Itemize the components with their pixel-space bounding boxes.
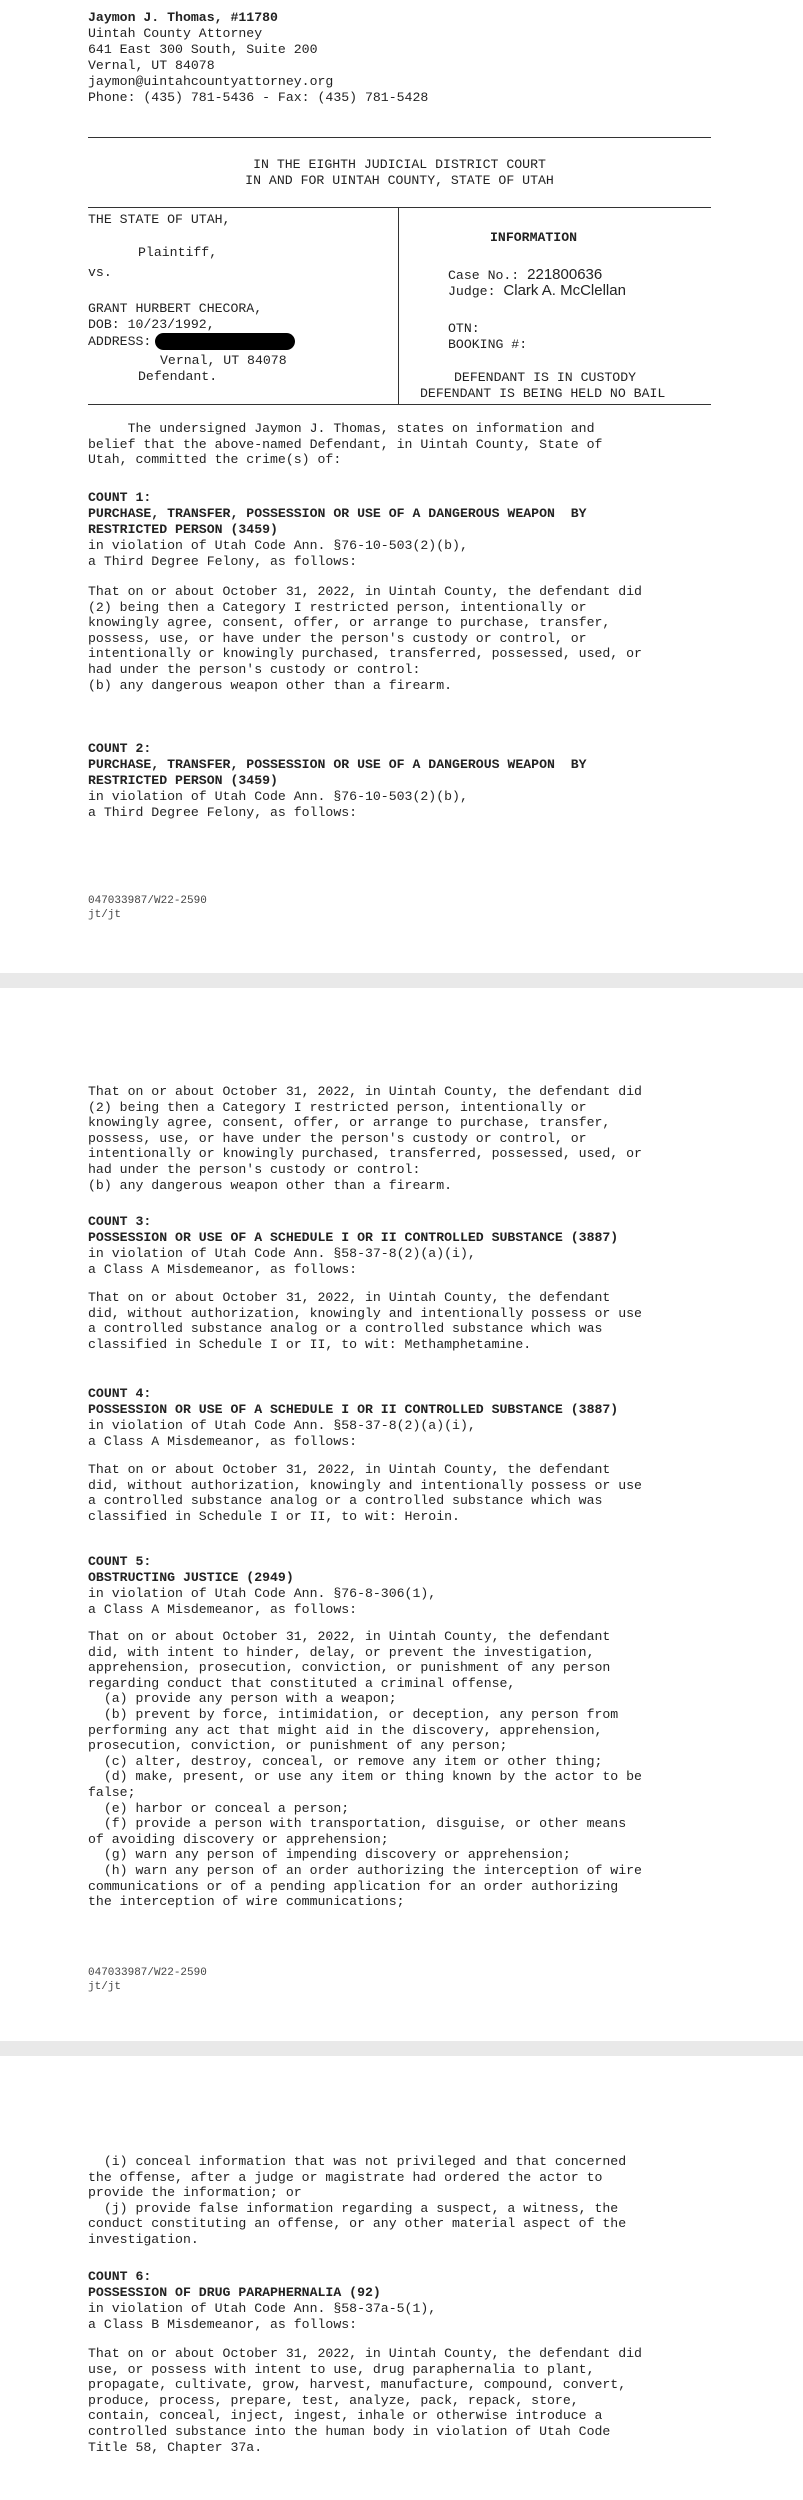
otn-label: OTN: (448, 321, 480, 336)
case-number: 221800636 (527, 266, 603, 283)
address-label: ADDRESS: (88, 333, 152, 349)
count-5-body-continued: (i) conceal information that was not privileged and that concerned the offense, after a judge or magistrate had ordered the actor to provide the information; or (j) provide false information regarding a suspect, a witness, the conduct constituting an offense, or any other material aspect of the investigation. (88, 2154, 627, 2247)
document-page-1 (0, 0, 803, 973)
attorney-phone: Phone: (435) 781-5436 - Fax: (435) 781-5428 (88, 90, 429, 105)
bail-status: DEFENDANT IS BEING HELD NO BAIL (420, 386, 666, 401)
count-6-heading: COUNT 6: (88, 2269, 152, 2284)
court-name: IN THE EIGHTH JUDICIAL DISTRICT COURT (253, 157, 546, 172)
defendant-city: Vernal, UT 84078 (160, 353, 287, 368)
count-3-heading: COUNT 3: (88, 1214, 152, 1229)
count-4-title: POSSESSION OR USE OF A SCHEDULE I OR II CONTROLLED SUBSTANCE (3887) (88, 1402, 619, 1417)
count-4-heading: COUNT 4: (88, 1386, 152, 1401)
count-6-statute: in violation of Utah Code Ann. §58-37a-5(1), a Class B Misdemeanor, as follows: (88, 2301, 437, 2332)
header-rule (88, 137, 711, 138)
count-1-statute: in violation of Utah Code Ann. §76-10-503(2)(b), a Third Degree Felony, as follows: (88, 538, 468, 569)
count-4-body: That on or about October 31, 2022, in Uintah County, the defendant did, without authorization, knowingly and intentionally possess or use a controlled substance analog or a controlled substance which was classified in Schedule I or II, to wit: Heroin. (88, 1462, 642, 1524)
caption-divider (398, 207, 399, 404)
defendant-dob: DOB: 10/23/1992, (88, 317, 215, 332)
defendant-label: Defendant. (138, 369, 218, 384)
caption-top-rule (88, 207, 711, 208)
count-2-statute: in violation of Utah Code Ann. §76-10-503(2)(b), a Third Degree Felony, as follows: (88, 789, 468, 820)
document-page-3 (0, 2056, 803, 2500)
count-5-heading: COUNT 5: (88, 1554, 152, 1569)
count-2-body: That on or about October 31, 2022, in Uintah County, the defendant did (2) being then a Category I restricted person, intentionally or knowingly agree, consent, offer, or arrange to purchase, transfer, possess, use, or have under the person's custody or control, or intentionally or knowingly purchased, transferred, possessed, used, or had under the person's custody or control: (b) any dangerous weapon other than a firearm. (88, 1084, 642, 1193)
page-1-footer-initials: jt/jt (88, 909, 122, 921)
caption-vs: vs. (88, 265, 112, 280)
count-1-title: PURCHASE, TRANSFER, POSSESSION OR USE OF A DANGEROUS WEAPON BY RESTRICTED PERSON (3459) (88, 506, 587, 537)
page-2-footer-initials: jt/jt (88, 1981, 122, 1993)
count-3-statute: in violation of Utah Code Ann. §58-37-8(2)(a)(i), a Class A Misdemeanor, as follows: (88, 1246, 476, 1277)
defendant-address (88, 333, 295, 350)
attorney-street: 641 East 300 South, Suite 200 (88, 42, 318, 57)
count-3-body: That on or about October 31, 2022, in Uintah County, the defendant did, without authorization, knowingly and intentionally possess or use a controlled substance analog or a controlled substance which was classified in Schedule I or II, to wit: Methamphetamine. (88, 1290, 642, 1352)
document-title: INFORMATION (490, 230, 578, 245)
judge-label: Judge: (448, 284, 496, 299)
count-4-statute: in violation of Utah Code Ann. §58-37-8(2)(a)(i), a Class A Misdemeanor, as follows: (88, 1418, 476, 1449)
count-6-body: That on or about October 31, 2022, in Uintah County, the defendant did use, or possess with intent to use, drug paraphernalia to plant, propagate, cultivate, grow, harvest, manufacture, compound, convert, produce, process, prepare, test, analyze, pack, repack, store, contain, conceal, inject, ingest, inhale or otherwise introduce a controlled substance into the human body in violation of Utah Code Title 58, Chapter 37a. (88, 2346, 642, 2455)
caption-plaintiff: Plaintiff, (138, 245, 218, 260)
attorney-office: Uintah County Attorney (88, 26, 263, 41)
judge-name: Clark A. McClellan (503, 282, 626, 299)
attorney-city: Vernal, UT 84078 (88, 58, 215, 73)
court-county: IN AND FOR UINTAH COUNTY, STATE OF UTAH (245, 173, 554, 188)
page-2-footer-ref: 047033987/W22-2590 (88, 1967, 207, 1979)
attorney-name: Jaymon J. Thomas, #11780 (88, 10, 278, 25)
count-5-title: OBSTRUCTING JUSTICE (2949) (88, 1570, 294, 1585)
redaction-mark (155, 333, 295, 350)
booking-label: BOOKING #: (448, 337, 528, 352)
count-1-heading: COUNT 1: (88, 490, 152, 505)
count-2-title: PURCHASE, TRANSFER, POSSESSION OR USE OF A DANGEROUS WEAPON BY RESTRICTED PERSON (3459) (88, 757, 587, 788)
page-1-footer-ref: 047033987/W22-2590 (88, 895, 207, 907)
judge-row (448, 283, 626, 300)
case-number-label: Case No.: (448, 268, 520, 283)
caption-bottom-rule (88, 404, 711, 405)
count-5-statute: in violation of Utah Code Ann. §76-8-306(1), a Class A Misdemeanor, as follows: (88, 1586, 437, 1617)
attorney-email: jaymon@uintahcountyattorney.org (88, 74, 334, 89)
count-3-title: POSSESSION OR USE OF A SCHEDULE I OR II CONTROLLED SUBSTANCE (3887) (88, 1230, 619, 1245)
custody-status: DEFENDANT IS IN CUSTODY (454, 370, 637, 385)
document-page-2 (0, 988, 803, 2041)
count-6-title: POSSESSION OF DRUG PARAPHERNALIA (92) (88, 2285, 381, 2300)
count-1-body: That on or about October 31, 2022, in Uintah County, the defendant did (2) being then a Category I restricted person, intentionally or knowingly agree, consent, offer, or arrange to purchase, transfer, possess, use, or have under the person's custody or control, or intentionally or knowingly purchased, transferred, possessed, used, or had under the person's custody or control: (b) any dangerous weapon other than a firearm. (88, 584, 642, 693)
count-5-body: That on or about October 31, 2022, in Uintah County, the defendant did, with intent to hinder, delay, or prevent the investigation, apprehension, prosecution, conviction, or punishment of any person regarding conduct that constituted a criminal offense, (a) provide any person with a weapon; (b) prevent by force, intimidation, or deception, any person from performing any act that might aid in the discovery, apprehension, prosecution, conviction, or punishment of any person; (c) alter, destroy, conceal, or remove any item or other thing; (d) make, present, or use any item or thing known by the actor to be false; (e) harbor or conceal a person; (f) provide a person with transportation, disguise, or other means of avoiding discovery or apprehension; (g) warn any person of impending discovery or apprehension; (h) warn any person of an order authorizing the interception of wire communications or of a pending application for an order authorizing the interception of wire communications; (88, 1629, 642, 1910)
intro-paragraph: The undersigned Jaymon J. Thomas, states on information and belief that the above-named Defendant, in Uintah County, State of Utah, committed the crime(s) of: (88, 421, 603, 468)
defendant-name: GRANT HURBERT CHECORA, (88, 301, 263, 316)
caption-state: THE STATE OF UTAH, (88, 212, 231, 227)
count-2-heading: COUNT 2: (88, 741, 152, 756)
